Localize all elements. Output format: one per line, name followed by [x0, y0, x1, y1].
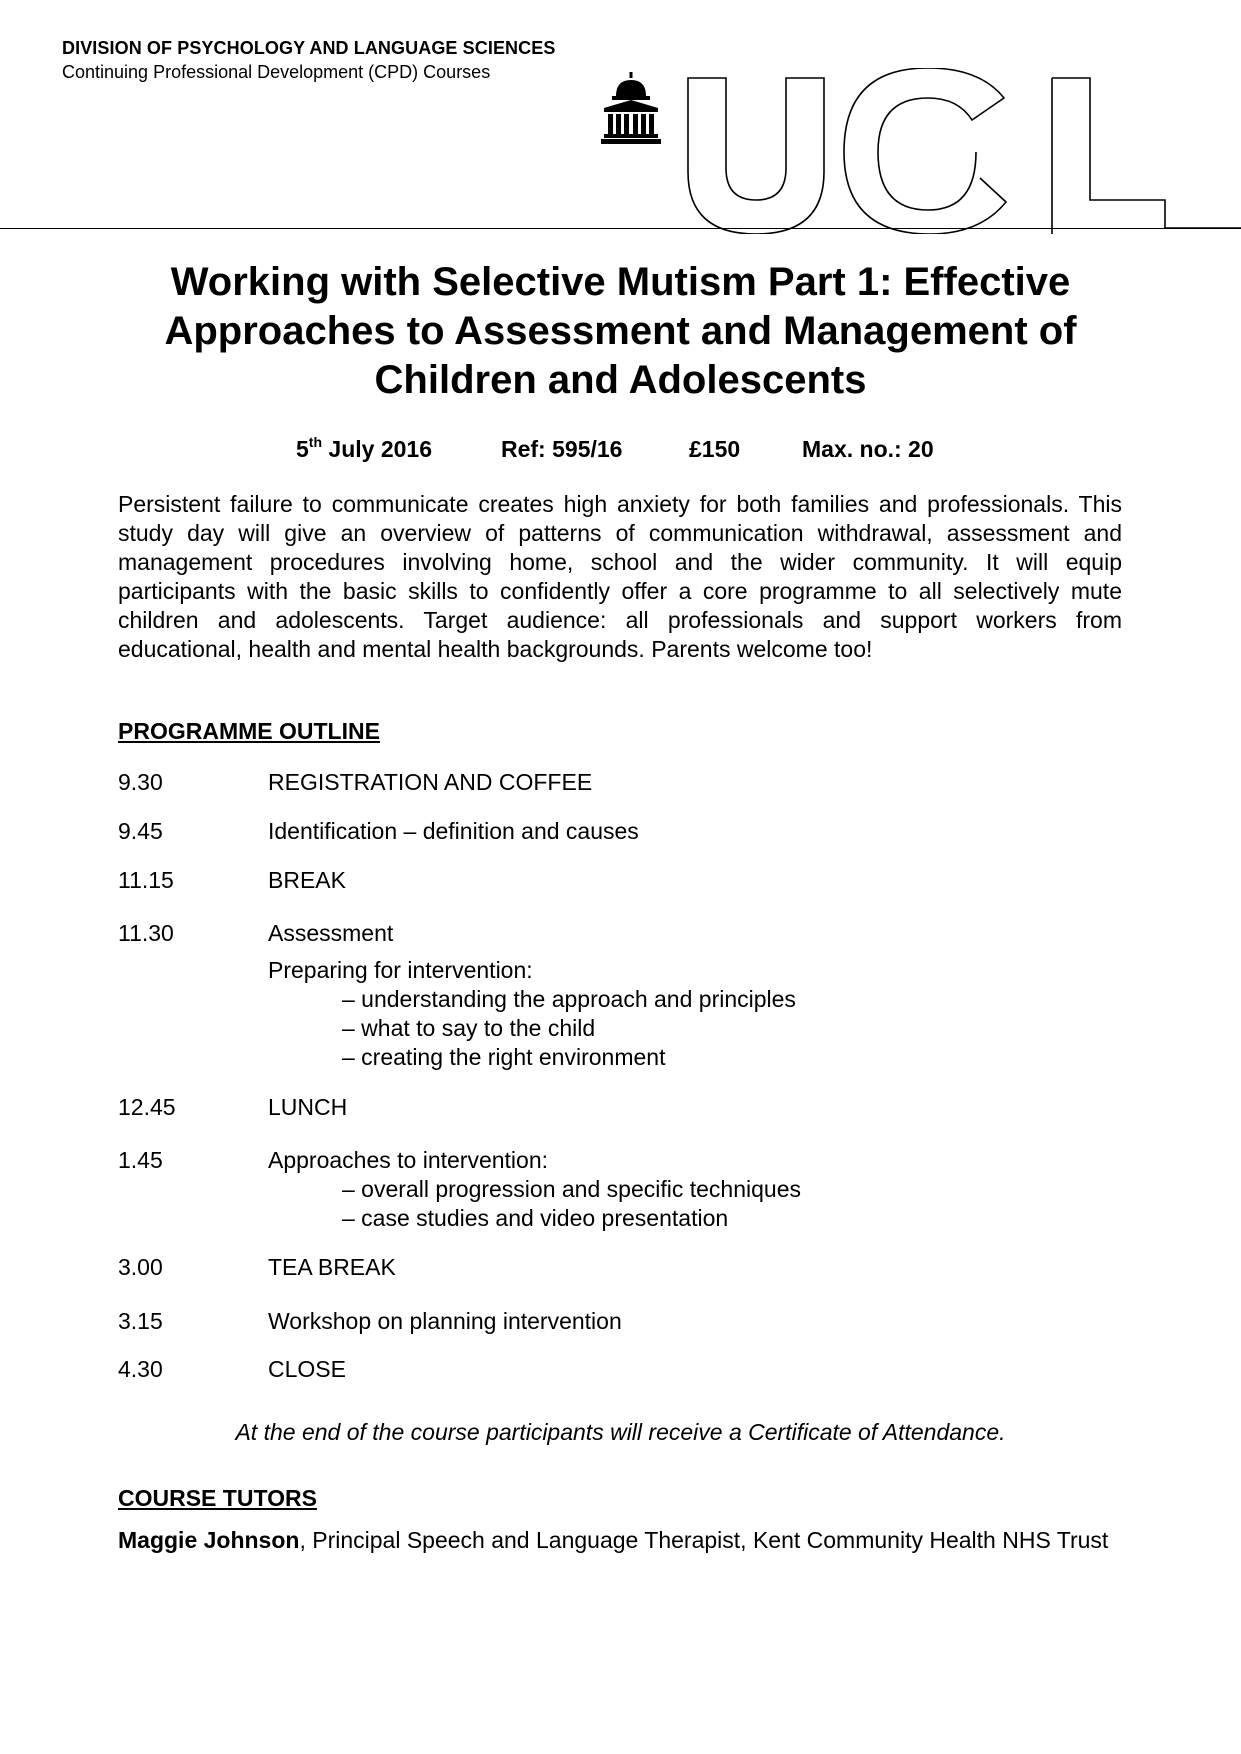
row-activity: BREAK — [268, 867, 346, 893]
row-activity: Approaches to intervention: — [268, 1147, 549, 1173]
row-time: 11.30 — [118, 920, 174, 946]
course-description: Persistent failure to communicate creates high anxiety for both families and professionals. This study day will give an overview of patterns of communication withdrawal, assessment and management procedures involving home, school and the wider community. It will equip participants with the basic skills to confidently offer a core programme to all selectively mute children and adolescents. Target audience: all professionals and support workers from educational, health and mental health backgrounds. Parents welcome too! — [118, 491, 1122, 662]
programme-heading: PROGRAMME OUTLINE — [118, 718, 380, 744]
ucl-portico-logo — [600, 72, 664, 146]
course-title: Working with Selective Mutism Part 1: Effective Approaches to Assessment and Management of Children and Adolescents — [164, 260, 1077, 402]
row-activity: TEA BREAK — [268, 1254, 396, 1280]
assessment-point: – understanding the approach and principles — [342, 986, 796, 1012]
row-time: 9.30 — [118, 769, 163, 795]
tutors-heading: COURSE TUTORS — [118, 1485, 317, 1511]
certificate-note: At the end of the course participants will receive a Certificate of Attendance. — [235, 1419, 1006, 1445]
date-suffix: th — [308, 434, 323, 450]
row-activity: Workshop on planning intervention — [268, 1308, 622, 1334]
course-meta — [0, 436, 1241, 466]
course-ref: Ref: 595/16 — [501, 436, 623, 462]
row-time: 12.45 — [118, 1094, 176, 1120]
tutor-entry — [118, 1526, 1122, 1555]
assessment-subheading: Preparing for intervention: — [268, 957, 533, 983]
intervention-point: – case studies and video presentation — [342, 1205, 729, 1231]
department-name: DIVISION OF PSYCHOLOGY AND LANGUAGE SCIENCES — [62, 38, 556, 58]
row-activity: REGISTRATION AND COFFEE — [268, 769, 593, 795]
course-max-participants: Max. no.: 20 — [802, 436, 934, 462]
date-day: 5 — [296, 436, 309, 462]
row-time: 4.30 — [118, 1356, 163, 1382]
department-subtitle: Continuing Professional Development (CPD) Courses — [62, 62, 491, 82]
ucl-wordmark-logo — [680, 68, 1241, 234]
row-time: 11.15 — [118, 867, 174, 893]
row-time: 1.45 — [118, 1147, 163, 1173]
date-rest: July 2016 — [322, 436, 432, 462]
row-activity: LUNCH — [268, 1094, 348, 1120]
assessment-point: – what to say to the child — [342, 1015, 596, 1041]
row-time: 9.45 — [118, 818, 163, 844]
row-time: 3.15 — [118, 1308, 163, 1334]
tutor-name: Maggie Johnson — [118, 1527, 300, 1553]
course-price: £150 — [689, 436, 741, 462]
row-activity: Identification – definition and causes — [268, 818, 639, 844]
course-date — [296, 436, 432, 463]
row-time: 3.00 — [118, 1254, 163, 1280]
assessment-point: – creating the right environment — [342, 1044, 666, 1070]
intervention-point: – overall progression and specific techniques — [342, 1176, 801, 1202]
header-divider — [0, 228, 1241, 229]
row-activity: CLOSE — [268, 1356, 346, 1382]
row-activity: Assessment — [268, 920, 394, 946]
tutor-role: , Principal Speech and Language Therapist, Kent Community Health NHS Trust — [299, 1527, 1109, 1553]
